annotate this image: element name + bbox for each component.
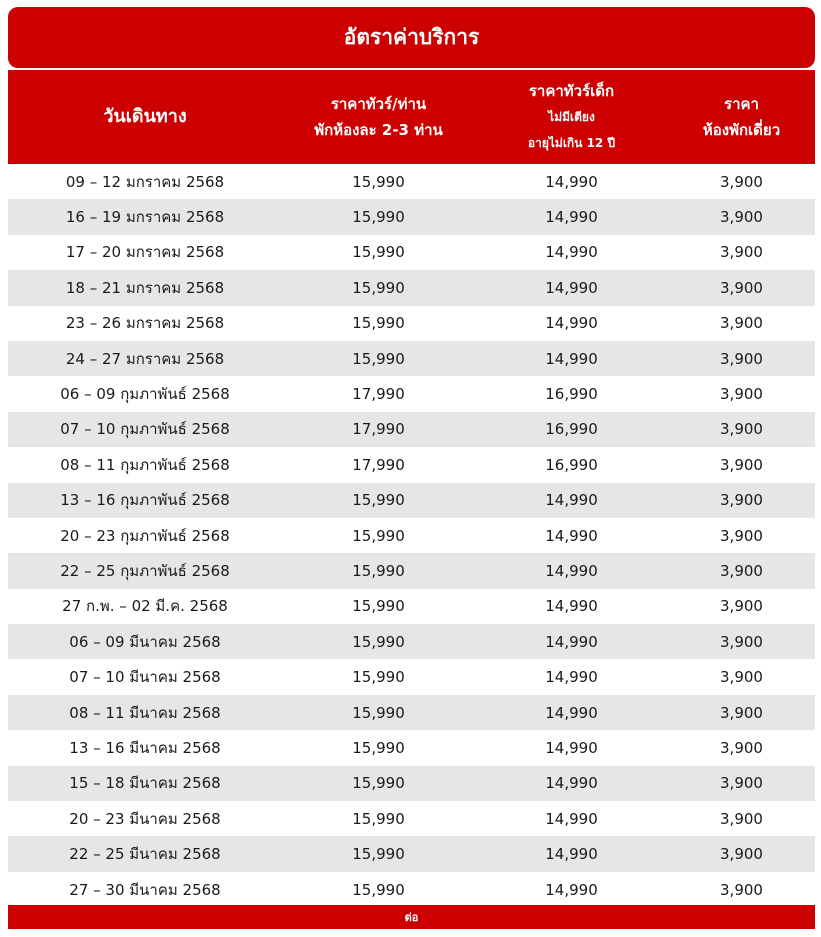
cell-travel-date: 27 – 30 มีนาคม 2568 bbox=[69, 880, 221, 899]
cell-single-room-price: 3,900 bbox=[720, 385, 763, 404]
cell-travel-date: 27 ก.พ. – 02 มี.ค. 2568 bbox=[62, 597, 228, 616]
cell-adult-price: 17,990 bbox=[352, 385, 405, 404]
cell-single-room-price: 3,900 bbox=[668, 199, 815, 234]
cell-adult-price: 15,990 bbox=[282, 341, 475, 376]
cell-adult-price: 17,990 bbox=[282, 412, 475, 447]
cell-adult-price: 15,990 bbox=[352, 243, 405, 262]
cell-adult-price: 15,990 bbox=[352, 880, 405, 899]
column-header-date: วันเดินทาง bbox=[8, 70, 282, 164]
column-header-single-room bbox=[668, 70, 815, 164]
table-row bbox=[8, 766, 815, 801]
cell-travel-date: 24 – 27 มกราคม 2568 bbox=[8, 341, 282, 376]
cell-single-room-price: 3,900 bbox=[720, 597, 763, 616]
cell-child-price: 14,990 bbox=[545, 243, 598, 262]
cell-travel-date: 20 – 23 กุมภาพันธ์ 2568 bbox=[60, 526, 230, 545]
cell-adult-price: 15,990 bbox=[282, 695, 475, 730]
table-row bbox=[8, 801, 815, 836]
cell-child-price: 14,990 bbox=[545, 880, 598, 899]
cell-travel-date: 23 – 26 มกราคม 2568 bbox=[65, 314, 225, 333]
cell-child-price: 14,990 bbox=[545, 809, 598, 828]
cell-single-room-price: 3,900 bbox=[668, 836, 815, 871]
table-row bbox=[8, 518, 815, 553]
table-row bbox=[8, 376, 815, 411]
cell-child-price: 16,990 bbox=[545, 385, 598, 404]
table-row bbox=[8, 341, 815, 376]
table-row bbox=[8, 483, 815, 518]
cell-child-price: 14,990 bbox=[545, 738, 598, 757]
column-header-adult-line1: ราคาทัวร์/ท่าน bbox=[330, 95, 427, 113]
cell-travel-date: 09 – 12 มกราคม 2568 bbox=[65, 172, 225, 191]
cell-adult-price: 15,990 bbox=[352, 314, 405, 333]
cell-single-room-price: 3,900 bbox=[668, 766, 815, 801]
cell-single-room-price: 3,900 bbox=[668, 695, 815, 730]
cell-adult-price: 15,990 bbox=[352, 668, 405, 687]
cell-adult-price: 15,990 bbox=[282, 199, 475, 234]
table-row bbox=[8, 730, 815, 765]
table-row bbox=[8, 624, 815, 659]
cell-child-price: 14,990 bbox=[545, 668, 598, 687]
column-header-single-line2: ห้องพักเดี่ยว bbox=[702, 121, 781, 139]
cell-single-room-price: 3,900 bbox=[668, 341, 815, 376]
cell-single-room-price: 3,900 bbox=[668, 270, 815, 305]
cell-adult-price: 15,990 bbox=[282, 836, 475, 871]
cell-child-price: 14,990 bbox=[475, 836, 668, 871]
cell-child-price: 14,990 bbox=[545, 314, 598, 333]
cell-travel-date: 15 – 18 มีนาคม 2568 bbox=[8, 766, 282, 801]
column-header-child-line1: ราคาทัวร์เด็ก bbox=[528, 82, 615, 100]
table-row bbox=[8, 836, 815, 871]
header-row bbox=[8, 70, 815, 164]
cell-adult-price: 15,990 bbox=[282, 270, 475, 305]
table-row bbox=[8, 695, 815, 730]
table-row bbox=[8, 447, 815, 482]
table-row bbox=[8, 235, 815, 270]
table-row bbox=[8, 553, 815, 588]
cell-single-room-price: 3,900 bbox=[720, 738, 763, 757]
cell-single-room-price: 3,900 bbox=[720, 668, 763, 687]
cell-travel-date: 17 – 20 มกราคม 2568 bbox=[65, 243, 225, 262]
cell-child-price: 14,990 bbox=[475, 553, 668, 588]
column-header-adult-line2: พักห้องละ 2-3 ท่าน bbox=[314, 121, 443, 139]
cell-travel-date: 22 – 25 มีนาคม 2568 bbox=[8, 836, 282, 871]
cell-single-room-price: 3,900 bbox=[720, 809, 763, 828]
cell-adult-price: 15,990 bbox=[282, 483, 475, 518]
cell-child-price: 14,990 bbox=[475, 199, 668, 234]
cell-single-room-price: 3,900 bbox=[720, 455, 763, 474]
cell-single-room-price: 3,900 bbox=[720, 880, 763, 899]
table-row bbox=[8, 589, 815, 624]
cell-travel-date: 08 – 11 กุมภาพันธ์ 2568 bbox=[60, 455, 230, 474]
cell-adult-price: 15,990 bbox=[282, 624, 475, 659]
cell-single-room-price: 3,900 bbox=[668, 624, 815, 659]
cell-single-room-price: 3,900 bbox=[668, 483, 815, 518]
cell-travel-date: 07 – 10 กุมภาพันธ์ 2568 bbox=[8, 412, 282, 447]
table-body bbox=[8, 164, 815, 907]
table-row bbox=[8, 164, 815, 199]
cell-adult-price: 15,990 bbox=[352, 738, 405, 757]
table-row bbox=[8, 659, 815, 694]
cell-child-price: 14,990 bbox=[545, 597, 598, 616]
cell-travel-date: 06 – 09 กุมภาพันธ์ 2568 bbox=[60, 385, 230, 404]
cell-single-room-price: 3,900 bbox=[668, 412, 815, 447]
cell-adult-price: 15,990 bbox=[352, 597, 405, 616]
column-header-child-line2: ไม่มีเตียง bbox=[548, 110, 595, 124]
table-row bbox=[8, 872, 815, 907]
cell-travel-date: 06 – 09 มีนาคม 2568 bbox=[8, 624, 282, 659]
cell-travel-date: 13 – 16 มีนาคม 2568 bbox=[69, 738, 221, 757]
cell-child-price: 16,990 bbox=[545, 455, 598, 474]
table-row bbox=[8, 306, 815, 341]
cell-single-room-price: 3,900 bbox=[720, 526, 763, 545]
cell-adult-price: 15,990 bbox=[282, 766, 475, 801]
cell-single-room-price: 3,900 bbox=[668, 553, 815, 588]
price-table bbox=[8, 70, 815, 907]
cell-travel-date: 07 – 10 มีนาคม 2568 bbox=[69, 668, 221, 687]
cell-travel-date: 08 – 11 มีนาคม 2568 bbox=[8, 695, 282, 730]
cell-travel-date: 16 – 19 มกราคม 2568 bbox=[8, 199, 282, 234]
column-header-single-line1: ราคา bbox=[724, 95, 759, 113]
page-title: อัตราค่าบริการ bbox=[8, 7, 815, 68]
cell-travel-date: 22 – 25 กุมภาพันธ์ 2568 bbox=[8, 553, 282, 588]
cell-child-price: 14,990 bbox=[475, 270, 668, 305]
cell-child-price: 14,990 bbox=[475, 483, 668, 518]
table-row bbox=[8, 270, 815, 305]
cell-travel-date: 18 – 21 มกราคม 2568 bbox=[8, 270, 282, 305]
cell-adult-price: 15,990 bbox=[352, 526, 405, 545]
cell-travel-date: 20 – 23 มีนาคม 2568 bbox=[69, 809, 221, 828]
cell-travel-date: 13 – 16 กุมภาพันธ์ 2568 bbox=[8, 483, 282, 518]
cell-child-price: 14,990 bbox=[475, 624, 668, 659]
cell-child-price: 14,990 bbox=[545, 526, 598, 545]
cell-child-price: 14,990 bbox=[545, 172, 598, 191]
table-header bbox=[8, 70, 815, 164]
cell-adult-price: 17,990 bbox=[352, 455, 405, 474]
cell-single-room-price: 3,900 bbox=[720, 314, 763, 333]
cell-adult-price: 15,990 bbox=[352, 809, 405, 828]
cell-child-price: 14,990 bbox=[475, 766, 668, 801]
cell-single-room-price: 3,900 bbox=[720, 172, 763, 191]
table-row bbox=[8, 199, 815, 234]
cell-adult-price: 15,990 bbox=[352, 172, 405, 191]
column-header-child-line3: อายุไม่เกิน 12 ปี bbox=[527, 136, 616, 150]
column-header-child-price bbox=[475, 70, 668, 164]
cell-child-price: 14,990 bbox=[475, 341, 668, 376]
table-row bbox=[8, 412, 815, 447]
column-header-adult-price bbox=[282, 70, 475, 164]
cell-child-price: 14,990 bbox=[475, 695, 668, 730]
continued-label: ต่อ bbox=[8, 905, 815, 929]
cell-adult-price: 15,990 bbox=[282, 553, 475, 588]
cell-child-price: 16,990 bbox=[475, 412, 668, 447]
cell-single-room-price: 3,900 bbox=[720, 243, 763, 262]
